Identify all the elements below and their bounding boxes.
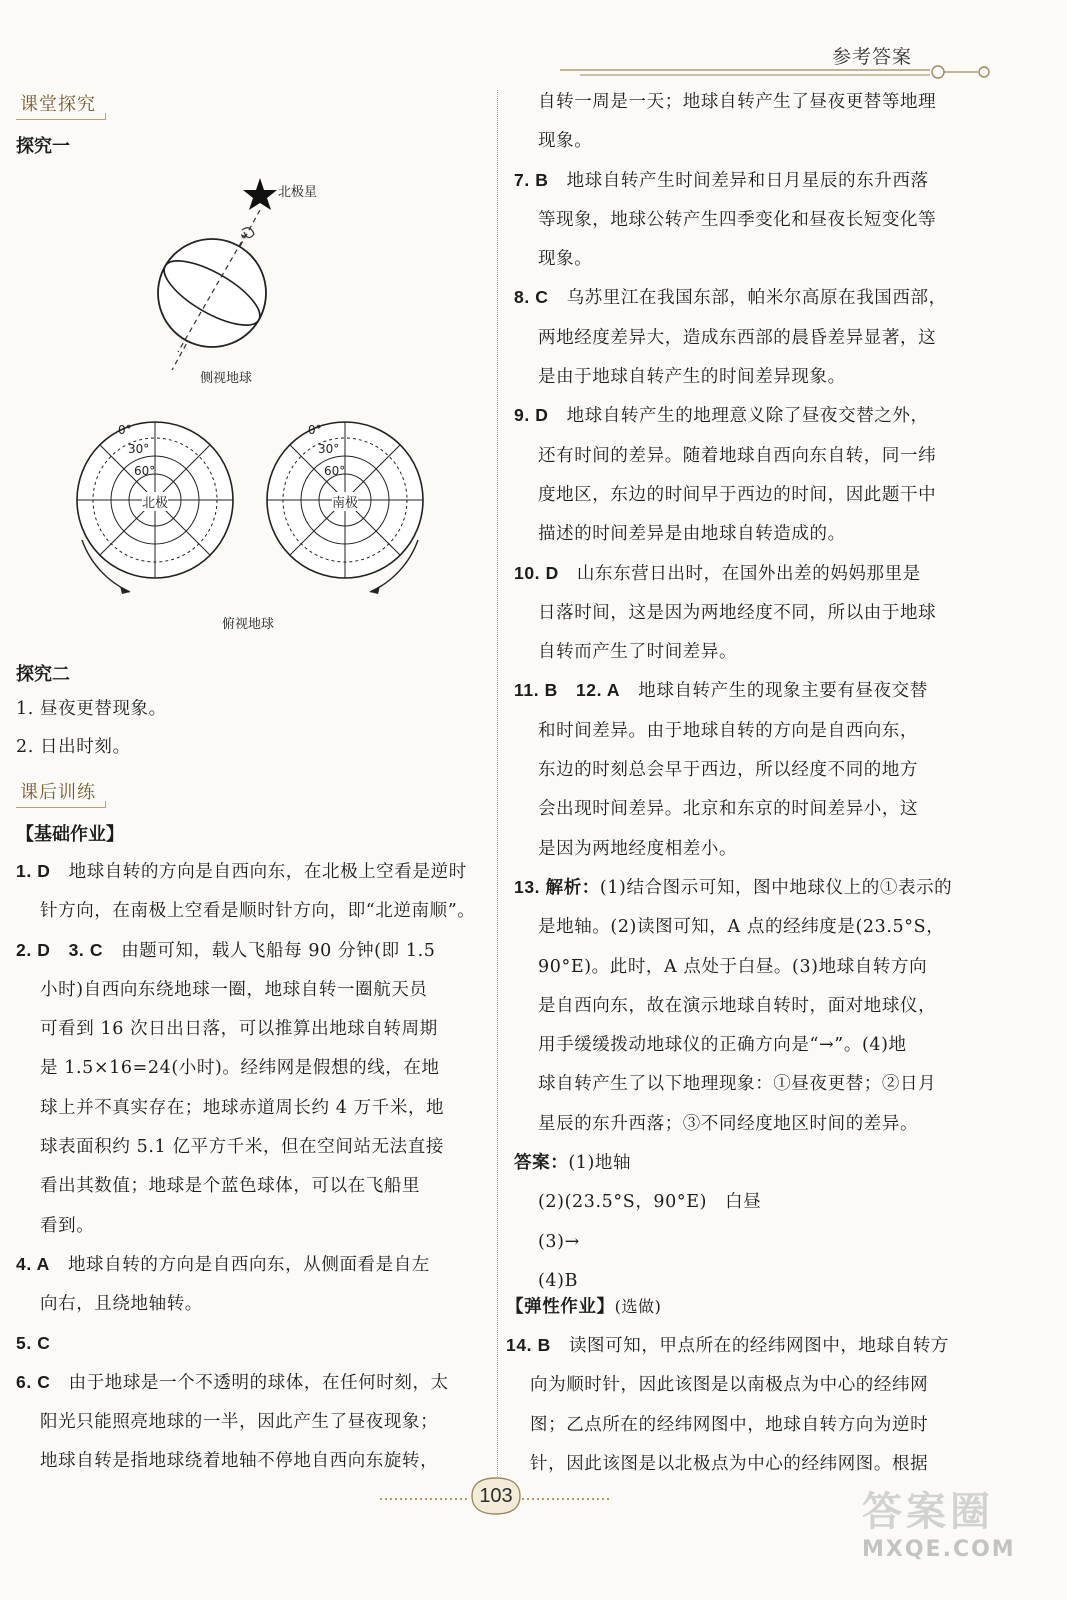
answer-text: 是 1.5×16=24(小时)。经纬网是假想的线，在地 [40,1058,440,1079]
answer-line [514,632,984,671]
answer-line [514,907,984,946]
answer-text: 现象。 [538,131,593,152]
answer-number: 13. 解析： [514,876,600,897]
answer-text: 用手缓缓拨动地球仪的正确方向是“→”。(4)地 [538,1035,907,1056]
side-view-caption: 侧视地球 [200,371,253,386]
answer-number: 2. D 3. C [16,939,104,960]
answer-line [514,278,984,317]
answer-number: 10. D [514,562,559,583]
section-title-class-explore: 课堂探究 [16,90,100,118]
tick-60-south: 60° [324,464,346,478]
answer-line [506,1405,976,1444]
answer-number: 5. C [16,1332,51,1353]
answer-text: 是地轴。(2)读图可知，A 点的经纬度是(23.5°S， [538,917,945,938]
explore-two-item-2: 2. 日出时刻。 [16,737,131,757]
answer-text: 等现象，地球公转产生四季变化和昼夜长短变化等 [538,209,937,230]
answer-text: 针，因此该图是以北极点为中心的经纬网图。根据 [530,1453,929,1474]
answer-text: (4)B [538,1270,579,1291]
left-answer-lines [16,852,482,1481]
answer-text: 会出现时间差异。北京和东京的时间差异小，这 [538,799,919,820]
answer-line [514,161,984,200]
column-divider [497,90,498,1485]
header-label: 参考答案 [832,46,913,68]
answer-line [514,396,984,435]
answer-number: 7. B [514,169,549,190]
answer-line [514,200,984,239]
header-ornament [560,62,1000,84]
answer-line [514,357,984,396]
answer-text: 针方向，在南极上空看是顺时针方向，即“北逆南顺”。 [40,901,476,922]
tick-0-south: 0° [308,423,322,437]
answer-line [514,750,984,789]
answer-line [16,1284,482,1323]
answer-line [514,82,984,121]
answer-line [16,931,482,970]
answer-text: (3)→ [538,1231,580,1252]
answer-text: 是由于地球自转产生的时间差异现象。 [538,367,846,388]
answer-text: 90°E)。此时，A 点处于白昼。(3)地球自转方向 [538,956,928,977]
answer-line [16,970,482,1009]
answer-line [514,318,984,357]
answer-line [514,789,984,828]
answer-text: 地球自转产生时间差异和日月星辰的东升西落 [548,170,929,191]
side-view-earth-figure [150,170,390,400]
answer-text: 地球自转的方向是自西向东，在北极上空看是逆时 [50,862,467,882]
elastic-homework-note: (选做) [614,1297,662,1316]
answer-text: 日落时间，这是因为两地经度不同，所以由于地球 [538,602,937,623]
answer-number: 4. A [16,1253,50,1274]
explore-two-title: 探究二 [16,664,70,685]
basic-homework-title: 【基础作业】 [16,824,124,845]
answer-line [514,1222,984,1261]
answer-text: 和时间差异。由于地球自转的方向是自西向东， [538,720,919,741]
explore-one-title: 探究一 [16,136,70,157]
answer-line [16,1402,482,1441]
answer-line [16,1441,482,1480]
answer-line [514,554,984,593]
answer-line [514,436,984,475]
answer-line [514,1104,984,1143]
answer-line [514,239,984,278]
answer-number: 14. B [506,1335,551,1355]
answer-text: (1)地轴 [568,1153,632,1174]
answer-line [514,986,984,1025]
answer-line [16,1048,482,1087]
answer-line [16,1206,482,1245]
north-star-label: 北极星 [278,185,318,200]
answer-line [506,1365,976,1404]
answer-number: 8. C [514,287,549,308]
answer-text: 自转一周是一天；地球自转产生了昼夜更替等地理 [538,92,937,112]
answer-number: 6. C [16,1371,51,1392]
north-pole-label: 北极 [142,492,168,511]
answer-text: 自转而产生了时间差异。 [538,642,738,663]
answer-line [514,514,984,553]
north-star-icon [243,178,277,210]
answer-line [16,891,482,930]
answer-text: 地球自转产生的现象主要有昼夜交替 [620,681,928,702]
answer-text: 地球自转的方向是自西向东，从侧面看是自左 [49,1254,430,1275]
answer-number: 1. D [16,861,51,881]
watermark-url: MXQE.COM [862,1537,1016,1562]
answer-text: (2)(23.5°S，90°E) 白昼 [538,1192,762,1213]
answer-line [514,711,984,750]
answer-line [514,1025,984,1064]
answer-text: 地球自转产生的地理意义除了昼夜交替之外， [548,406,929,427]
tick-60-north: 60° [134,464,156,478]
answer-text: 阳光只能照亮地球的一半，因此产生了昼夜现象； [40,1412,439,1433]
answer-text: 是自西向东，故在演示地球自转时，面对地球仪， [538,995,937,1016]
answer-number: 9. D [514,405,549,426]
answer-text: (1)结合图示可知，图中地球仪上的①表示的 [599,877,953,898]
watermark-logo: 答案圈 [862,1489,994,1535]
answer-line [16,1324,482,1363]
elastic-homework-heading [506,1288,662,1327]
answer-text: 向为顺时针，因此该图是以南极点为中心的经纬网 [530,1375,929,1396]
answer-line [514,829,984,868]
answer-line [506,1326,976,1365]
answer-text: 山东东营日出时，在国外出差的妈妈那里是 [558,563,921,584]
right-answer-lines [514,82,984,1300]
elastic-homework-title: 【弹性作业】 [506,1297,615,1317]
answer-line [16,1088,482,1127]
tick-30-south: 30° [318,442,340,456]
explore-two-item-1: 1. 昼夜更替现象。 [16,699,167,719]
watermark [862,1480,1016,1562]
answer-text: 现象。 [538,249,593,270]
answer-text: 还有时间的差异。随着地球自西向东自转，同一纬 [538,445,937,466]
answer-line [514,1182,984,1221]
answer-line [514,475,984,514]
answer-text: 由于地球是一个不透明的球体，在任何时刻，太 [50,1372,449,1393]
answer-text: 由题可知，载人飞船每 90 分钟(即 1.5 [103,940,436,961]
answer-text: 小时)自西向东绕地球一圈，地球自转一圈航天员 [40,979,428,1000]
right-answer-lines-2 [506,1326,976,1483]
answer-line [514,671,984,710]
answer-text: 是因为两地经度相差小。 [538,838,738,859]
answer-text: 两地经度差异大，造成东西部的晨昏差异显著，这 [538,327,937,348]
south-pole-label: 南极 [332,492,358,511]
answer-text: 球上并不真实存在；地球赤道周长约 4 万千米，地 [40,1097,445,1118]
answer-line [514,1143,984,1182]
answer-text: 图；乙点所在的经纬网图中，地球自转方向为逆时 [530,1414,929,1435]
answer-line [16,1363,482,1402]
top-view-caption: 俯视地球 [222,617,275,632]
answer-text: 乌苏里江在我国东部，帕米尔高原在我国西部， [548,288,947,309]
answer-number: 答案： [514,1152,569,1173]
tick-0-north: 0° [118,423,132,437]
answer-line [514,947,984,986]
answer-text: 读图可知，甲点所在的经纬网图中，地球自转方 [550,1336,950,1356]
answer-text: 可看到 16 次日出日落，可以推算出地球自转周期 [40,1019,438,1040]
answer-number: 11. B 12. A [514,680,621,701]
answer-text: 看出其数值；地球是个蓝色球体，可以在飞船里 [40,1176,421,1197]
answer-text: 向右，且绕地轴转。 [40,1294,203,1315]
answer-text: 球表面积约 5.1 亿平方千米，但在空间站无法直接 [40,1137,444,1158]
answer-line [506,1444,976,1483]
answer-text: 描述的时间差异是由地球自转造成的。 [538,524,846,545]
answer-line [16,852,482,891]
page-number: 103 [479,1484,513,1507]
section-title-after-class: 课后训练 [16,778,100,806]
answer-text: 球自转产生了以下地理现象：①昼夜更替；②日月 [538,1074,937,1095]
tick-30-north: 30° [128,442,150,456]
answer-line [514,1064,984,1103]
answer-line [16,1245,482,1284]
answer-line [16,1127,482,1166]
answer-line [16,1166,482,1205]
answer-text: 东边的时刻总会早于西边，所以经度不同的地方 [538,760,919,781]
answer-text: 度地区，东边的时间早于西边的时间，因此题干中 [538,484,937,505]
answer-line [514,868,984,907]
answer-text: 看到。 [40,1215,95,1236]
answer-line [16,1009,482,1048]
answer-line [514,593,984,632]
answer-line [514,121,984,160]
answer-text: 星辰的东升西落；③不同经度地区时间的差异。 [538,1113,919,1134]
answer-text: 地球自转是指地球绕着地轴不停地自西向东旋转， [40,1451,439,1472]
